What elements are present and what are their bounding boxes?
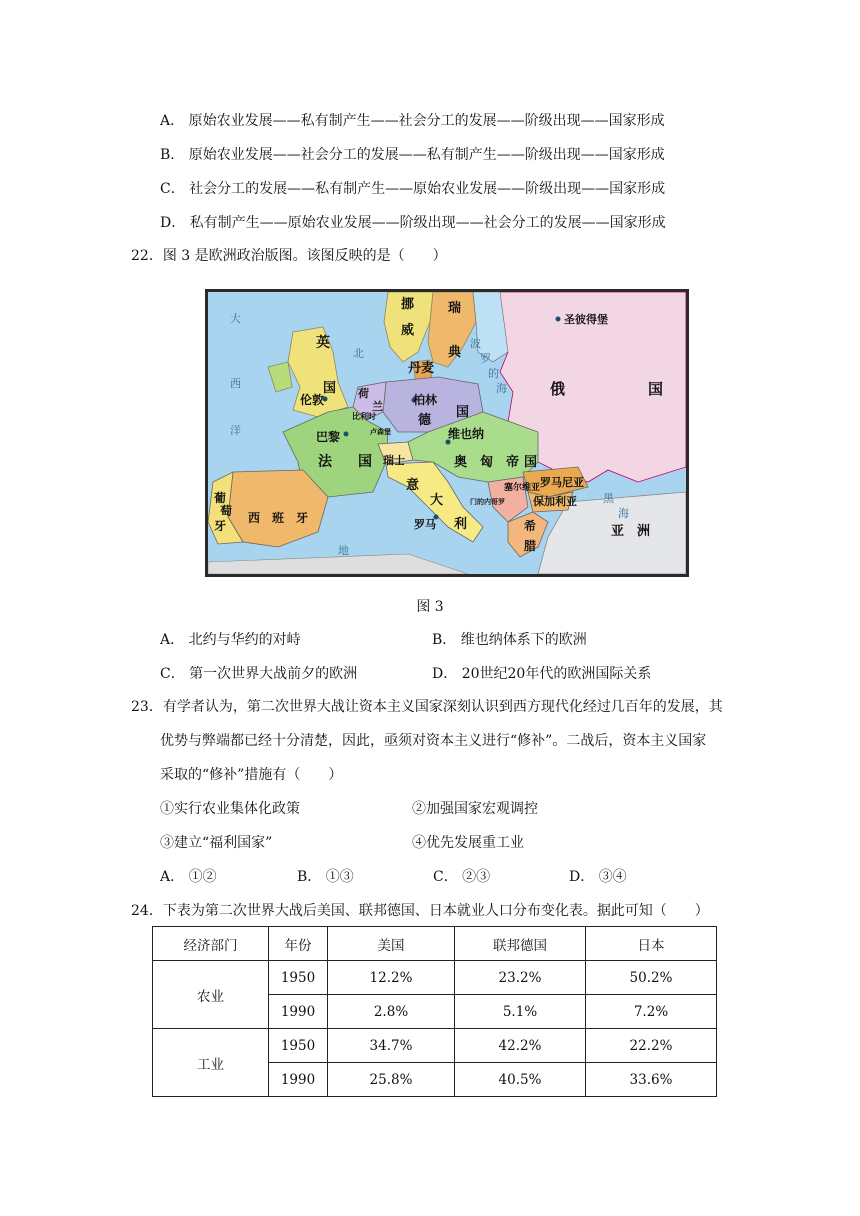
map-label-france: 法: [318, 454, 332, 470]
map-label-germany: 国: [456, 405, 470, 420]
map-label-greece: 腊: [524, 539, 537, 553]
q21-option-a: [160, 111, 665, 131]
q22-option-d: [432, 664, 651, 684]
map-label-st-petersburg: 圣彼得堡: [564, 313, 608, 326]
q23-stem-line2: 优势与弊端都已经十分清楚，因此，亟须对资本主义进行“修补”。二战后，资本主义国家: [160, 733, 707, 749]
ireland-region: [268, 362, 292, 392]
map-label-portugal: 牙: [214, 519, 227, 533]
q21-option-c: [160, 179, 665, 199]
option-text: 第一次世界大战前夕的欧洲: [189, 666, 358, 682]
q22-option-b: [432, 630, 587, 650]
map-label-spain: 西 班 牙: [248, 511, 309, 525]
table-header-cell: 联邦德国: [455, 927, 586, 961]
option-letter: B．: [297, 869, 322, 885]
map-label-austria-hungary: 国: [524, 455, 538, 470]
map-label-vienna: 维也纳: [448, 427, 485, 441]
map-label-luxembourg: 卢森堡: [370, 428, 391, 436]
us-cell: 2.8%: [328, 995, 455, 1029]
option-letter: D．: [569, 869, 595, 885]
map-label-paris: 巴黎: [316, 430, 341, 444]
q23-option-c: [433, 867, 490, 887]
sea-label: 波: [470, 337, 481, 350]
year-cell: 1990: [269, 1063, 328, 1097]
us-cell: 34.7%: [328, 1029, 455, 1063]
map-label-netherlands: 荷: [358, 387, 369, 400]
option-text: 原始农业发展——私有制产生——社会分工的发展——阶级出现——国家形成: [188, 113, 665, 129]
option-text: 北约与华约的对峙: [188, 632, 301, 648]
sea-label: 黑: [603, 492, 614, 505]
map-label-norway: 威: [401, 323, 415, 338]
sea-label: 海: [496, 382, 507, 395]
table-row: [153, 1029, 717, 1063]
employment-table: [152, 926, 717, 1097]
sea-label: 大: [230, 312, 241, 325]
sea-label: 西: [230, 377, 241, 390]
q22-stem: 22．图 3 是欧洲政治版图。该图反映的是（ ）: [131, 248, 447, 264]
q21-option-b: [160, 145, 665, 165]
q23-item-1: ①实行农业集体化政策: [160, 801, 300, 817]
q23-option-a: [160, 867, 217, 887]
frg-cell: 40.5%: [455, 1063, 586, 1097]
map-label-germany: 德: [418, 413, 432, 428]
option-text: 20世纪20年代的欧洲国际关系: [461, 666, 652, 682]
map-label-belgium: 比利时: [352, 412, 376, 421]
map-label-switzerland: 瑞士: [383, 454, 405, 467]
sea-label: 的: [488, 367, 499, 380]
table-header-cell: 年份: [269, 927, 328, 961]
frg-cell: 23.2%: [455, 961, 586, 995]
table-header-cell: 经济部门: [153, 927, 269, 961]
map-label-asia: 亚 洲: [611, 524, 651, 539]
city-dot: [556, 317, 561, 322]
map-label-france: 国: [358, 454, 372, 470]
us-cell: 25.8%: [328, 1063, 455, 1097]
map-label-sweden: 典: [448, 345, 462, 360]
option-letter: B．: [432, 632, 457, 648]
option-letter: C．: [433, 869, 458, 885]
map-label-netherlands: 兰: [372, 400, 383, 413]
year-cell: 1950: [269, 961, 328, 995]
option-text: ①③: [325, 869, 354, 885]
option-text: 原始农业发展——社会分工的发展——私有制产生——阶级出现——国家形成: [188, 147, 665, 163]
q24-stem: 24．下表为第二次世界大战后美国、联邦德国、日本就业人口分布变化表。据此可知（ ）: [131, 903, 709, 919]
option-letter: D．: [432, 666, 458, 682]
option-text: ③④: [598, 869, 627, 885]
table-row: [153, 961, 717, 995]
map-svg: [208, 292, 686, 574]
map-label-austria-hungary: 匈: [480, 455, 494, 470]
sector-cell: 工业: [153, 1029, 269, 1097]
sea-label: 罗: [480, 352, 491, 365]
map-label-romania: 罗马尼亚: [540, 476, 584, 489]
sector-cell: 农业: [153, 961, 269, 1029]
q23-item-3: ③建立“福利国家”: [160, 835, 273, 851]
map-label-austria-hungary: 奥: [454, 455, 468, 470]
map-label-denmark: 丹麦: [408, 361, 435, 376]
map-label-norway: 挪: [401, 297, 415, 312]
map-label-serbia: 塞尔维亚: [504, 483, 541, 493]
q21-option-d: [160, 213, 666, 233]
map-label-bulgaria: 保加利亚: [533, 495, 577, 508]
map-label-sweden: 瑞: [448, 301, 462, 316]
q23-option-d: [569, 867, 627, 887]
option-letter: D．: [160, 215, 186, 231]
spain-region: [228, 470, 328, 547]
sea-label: 地: [338, 544, 349, 557]
q23-option-b: [297, 867, 354, 887]
option-text: 私有制产生——原始农业发展——阶级出现——社会分工的发展——国家形成: [189, 215, 666, 231]
jp-cell: 33.6%: [586, 1063, 717, 1097]
map-label-britain: 国: [323, 381, 337, 396]
option-text: ①②: [188, 869, 217, 885]
q23-item-2: ②加强国家宏观调控: [412, 801, 538, 817]
map-label-berlin: 柏林: [413, 393, 438, 407]
frg-cell: 42.2%: [455, 1029, 586, 1063]
q23-stem-line3: 采取的“修补”措施有（ ）: [160, 767, 343, 783]
year-cell: 1990: [269, 995, 328, 1029]
jp-cell: 7.2%: [586, 995, 717, 1029]
option-text: 维也纳体系下的欧洲: [460, 632, 587, 648]
sea-label: 洋: [230, 424, 241, 437]
table-header-row: [153, 927, 717, 961]
option-letter: A．: [160, 113, 185, 129]
map-label-italy: 意: [406, 478, 420, 493]
jp-cell: 22.2%: [586, 1029, 717, 1063]
option-letter: A．: [160, 869, 185, 885]
sea-label: 北: [353, 347, 364, 360]
option-letter: C．: [160, 181, 185, 197]
table-header-cell: 美国: [328, 927, 455, 961]
africa-region: [208, 554, 468, 574]
map-label-russia: 俄: [550, 380, 566, 398]
map-label-italy: 利: [454, 517, 468, 532]
map-label-italy: 大: [430, 493, 444, 508]
option-letter: C．: [160, 666, 185, 682]
year-cell: 1950: [269, 1029, 328, 1063]
frg-cell: 5.1%: [455, 995, 586, 1029]
option-text: ②③: [462, 869, 491, 885]
map-label-portugal: 萄: [220, 504, 233, 518]
jp-cell: 50.2%: [586, 961, 717, 995]
option-text: 社会分工的发展——私有制产生——原始农业发展——阶级出现——国家形成: [189, 181, 666, 197]
q23-item-4: ④优先发展重工业: [412, 835, 524, 851]
map-label-austria-hungary: 帝: [506, 455, 520, 470]
table-header-cell: 日本: [586, 927, 717, 961]
q22-option-a: [160, 630, 301, 650]
sea-label: 海: [618, 507, 629, 520]
q22-option-c: [160, 664, 357, 684]
map-label-london: 伦敦: [300, 393, 325, 407]
map-label-portugal: 葡: [214, 491, 227, 505]
q23-stem-line1: 23．有学者认为，第二次世界大战让资本主义国家深刻认识到西方现代化经过几百年的发展，其: [131, 699, 723, 715]
city-dot: [344, 432, 349, 437]
map-label-britain: 英: [316, 335, 330, 351]
figure-caption: 图 3: [416, 599, 444, 615]
map-label-montenegro: 门的内哥罗: [470, 498, 505, 506]
option-letter: B．: [160, 147, 185, 163]
us-cell: 12.2%: [328, 961, 455, 995]
option-letter: A．: [160, 632, 185, 648]
map-label-rome: 罗马: [414, 518, 436, 531]
map-label-russia: 国: [648, 380, 664, 398]
europe-political-map: [205, 289, 689, 577]
map-label-greece: 希: [524, 519, 537, 533]
